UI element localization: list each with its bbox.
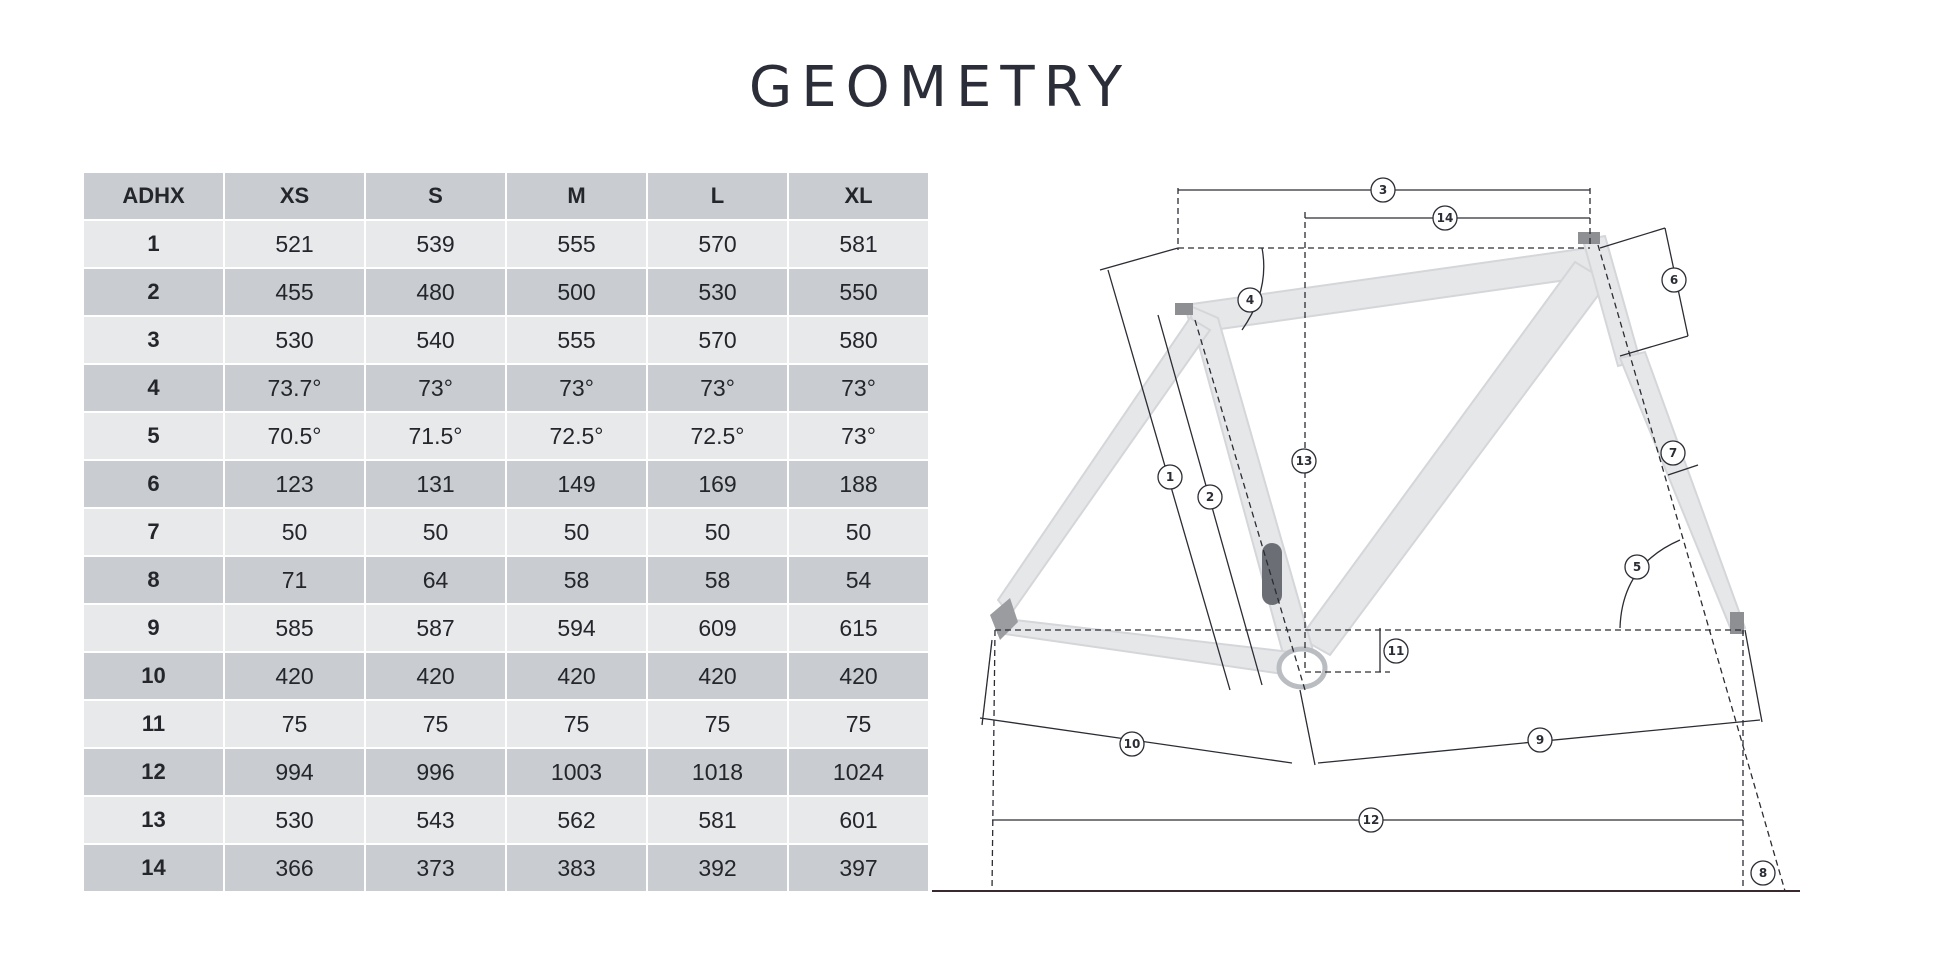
table-cell: 72.5° bbox=[647, 412, 788, 460]
table-cell: 373 bbox=[365, 844, 506, 892]
table-cell: 188 bbox=[788, 460, 928, 508]
table-cell: 615 bbox=[788, 604, 928, 652]
row-label: 12 bbox=[84, 748, 224, 796]
row-label: 11 bbox=[84, 700, 224, 748]
table-cell: 64 bbox=[365, 556, 506, 604]
column-header: M bbox=[506, 173, 647, 220]
row-label: 14 bbox=[84, 844, 224, 892]
dimension-badge bbox=[1238, 288, 1262, 312]
dimension-badge-label: 13 bbox=[1295, 454, 1313, 468]
table-cell: 54 bbox=[788, 556, 928, 604]
table-cell: 570 bbox=[647, 316, 788, 364]
table-cell: 587 bbox=[365, 604, 506, 652]
row-label: 4 bbox=[84, 364, 224, 412]
table-cell: 550 bbox=[788, 268, 928, 316]
page-title: GEOMETRY bbox=[748, 55, 1132, 120]
table-cell: 169 bbox=[647, 460, 788, 508]
dimension-badge-label: 5 bbox=[1632, 560, 1642, 574]
column-header: XS bbox=[224, 173, 365, 220]
dimension-badge-label: 7 bbox=[1668, 446, 1678, 460]
table-cell: 540 bbox=[365, 316, 506, 364]
table-cell: 609 bbox=[647, 604, 788, 652]
table-cell: 75 bbox=[365, 700, 506, 748]
table-cell: 397 bbox=[788, 844, 928, 892]
row-label: 2 bbox=[84, 268, 224, 316]
row-label: 6 bbox=[84, 460, 224, 508]
dimension-badge bbox=[1158, 465, 1182, 489]
table-cell: 581 bbox=[647, 796, 788, 844]
dimension-badge bbox=[1528, 728, 1552, 752]
table-cell: 58 bbox=[647, 556, 788, 604]
table-cell: 1018 bbox=[647, 748, 788, 796]
table-cell: 75 bbox=[506, 700, 647, 748]
dimension-badge-label: 2 bbox=[1205, 490, 1215, 504]
dimension-badge bbox=[1120, 732, 1144, 756]
dimension-badge-label: 11 bbox=[1387, 644, 1405, 658]
row-label: 9 bbox=[84, 604, 224, 652]
table-cell: 72.5° bbox=[506, 412, 647, 460]
table-cell: 392 bbox=[647, 844, 788, 892]
table-cell: 50 bbox=[788, 508, 928, 556]
table-cell: 50 bbox=[506, 508, 647, 556]
dimension-badge bbox=[1371, 178, 1395, 202]
dimension-badge-label: 14 bbox=[1436, 211, 1454, 225]
bike-frame bbox=[990, 232, 1745, 687]
table-cell: 420 bbox=[647, 652, 788, 700]
table-cell: 420 bbox=[788, 652, 928, 700]
table-cell: 75 bbox=[788, 700, 928, 748]
table-cell: 594 bbox=[506, 604, 647, 652]
dimension-badge bbox=[1625, 555, 1649, 579]
row-label: 13 bbox=[84, 796, 224, 844]
table-cell: 420 bbox=[365, 652, 506, 700]
table-cell: 73.7° bbox=[224, 364, 365, 412]
table-cell: 585 bbox=[224, 604, 365, 652]
table-cell: 530 bbox=[224, 316, 365, 364]
table-cell: 601 bbox=[788, 796, 928, 844]
dimension-badge-label: 6 bbox=[1669, 273, 1679, 287]
row-label: 5 bbox=[84, 412, 224, 460]
row-label: 7 bbox=[84, 508, 224, 556]
table-cell: 75 bbox=[224, 700, 365, 748]
table-cell: 530 bbox=[224, 796, 365, 844]
dimension-badge-label: 12 bbox=[1362, 813, 1380, 827]
table-cell: 420 bbox=[506, 652, 647, 700]
table-cell: 570 bbox=[647, 220, 788, 268]
table-cell: 50 bbox=[647, 508, 788, 556]
column-header: S bbox=[365, 173, 506, 220]
table-cell: 1003 bbox=[506, 748, 647, 796]
table-cell: 500 bbox=[506, 268, 647, 316]
table-cell: 383 bbox=[506, 844, 647, 892]
table-cell: 530 bbox=[647, 268, 788, 316]
dimension-badge bbox=[1292, 449, 1316, 473]
table-cell: 73° bbox=[506, 364, 647, 412]
row-label: 1 bbox=[84, 220, 224, 268]
column-header: XL bbox=[788, 173, 928, 220]
dimension-badge-label: 9 bbox=[1535, 733, 1545, 747]
column-header: L bbox=[647, 173, 788, 220]
dimension-badge bbox=[1384, 639, 1408, 663]
table-cell: 555 bbox=[506, 220, 647, 268]
dimension-badge bbox=[1433, 206, 1457, 230]
table-cell: 73° bbox=[365, 364, 506, 412]
dimension-badge bbox=[1751, 861, 1775, 885]
row-label: 10 bbox=[84, 652, 224, 700]
row-label: 3 bbox=[84, 316, 224, 364]
table-cell: 555 bbox=[506, 316, 647, 364]
table-cell: 521 bbox=[224, 220, 365, 268]
table-cell: 420 bbox=[224, 652, 365, 700]
table-cell: 455 bbox=[224, 268, 365, 316]
table-cell: 539 bbox=[365, 220, 506, 268]
table-cell: 366 bbox=[224, 844, 365, 892]
table-cell: 73° bbox=[788, 364, 928, 412]
dimension-badge bbox=[1359, 808, 1383, 832]
table-cell: 1024 bbox=[788, 748, 928, 796]
table-cell: 480 bbox=[365, 268, 506, 316]
table-cell: 994 bbox=[224, 748, 365, 796]
table-cell: 71 bbox=[224, 556, 365, 604]
dimension-badge-label: 8 bbox=[1758, 866, 1768, 880]
dimension-badge bbox=[1661, 441, 1685, 465]
table-cell: 149 bbox=[506, 460, 647, 508]
table-cell: 71.5° bbox=[365, 412, 506, 460]
table-cell: 996 bbox=[365, 748, 506, 796]
dimension-badge bbox=[1198, 485, 1222, 509]
table-cell: 580 bbox=[788, 316, 928, 364]
column-header: ADHX bbox=[84, 173, 224, 220]
table-cell: 50 bbox=[365, 508, 506, 556]
table-cell: 131 bbox=[365, 460, 506, 508]
dimension-badge-label: 4 bbox=[1245, 293, 1255, 307]
dimension-badge-label: 10 bbox=[1123, 737, 1141, 751]
dimension-badge-label: 1 bbox=[1165, 470, 1175, 484]
table-cell: 70.5° bbox=[224, 412, 365, 460]
table-cell: 75 bbox=[647, 700, 788, 748]
table-cell: 58 bbox=[506, 556, 647, 604]
table-cell: 73° bbox=[788, 412, 928, 460]
table-cell: 50 bbox=[224, 508, 365, 556]
table-cell: 123 bbox=[224, 460, 365, 508]
row-label: 8 bbox=[84, 556, 224, 604]
table-cell: 562 bbox=[506, 796, 647, 844]
table-cell: 581 bbox=[788, 220, 928, 268]
dimension-badge-label: 3 bbox=[1378, 183, 1388, 197]
table-cell: 543 bbox=[365, 796, 506, 844]
table-cell: 73° bbox=[647, 364, 788, 412]
dimension-badge bbox=[1662, 268, 1686, 292]
